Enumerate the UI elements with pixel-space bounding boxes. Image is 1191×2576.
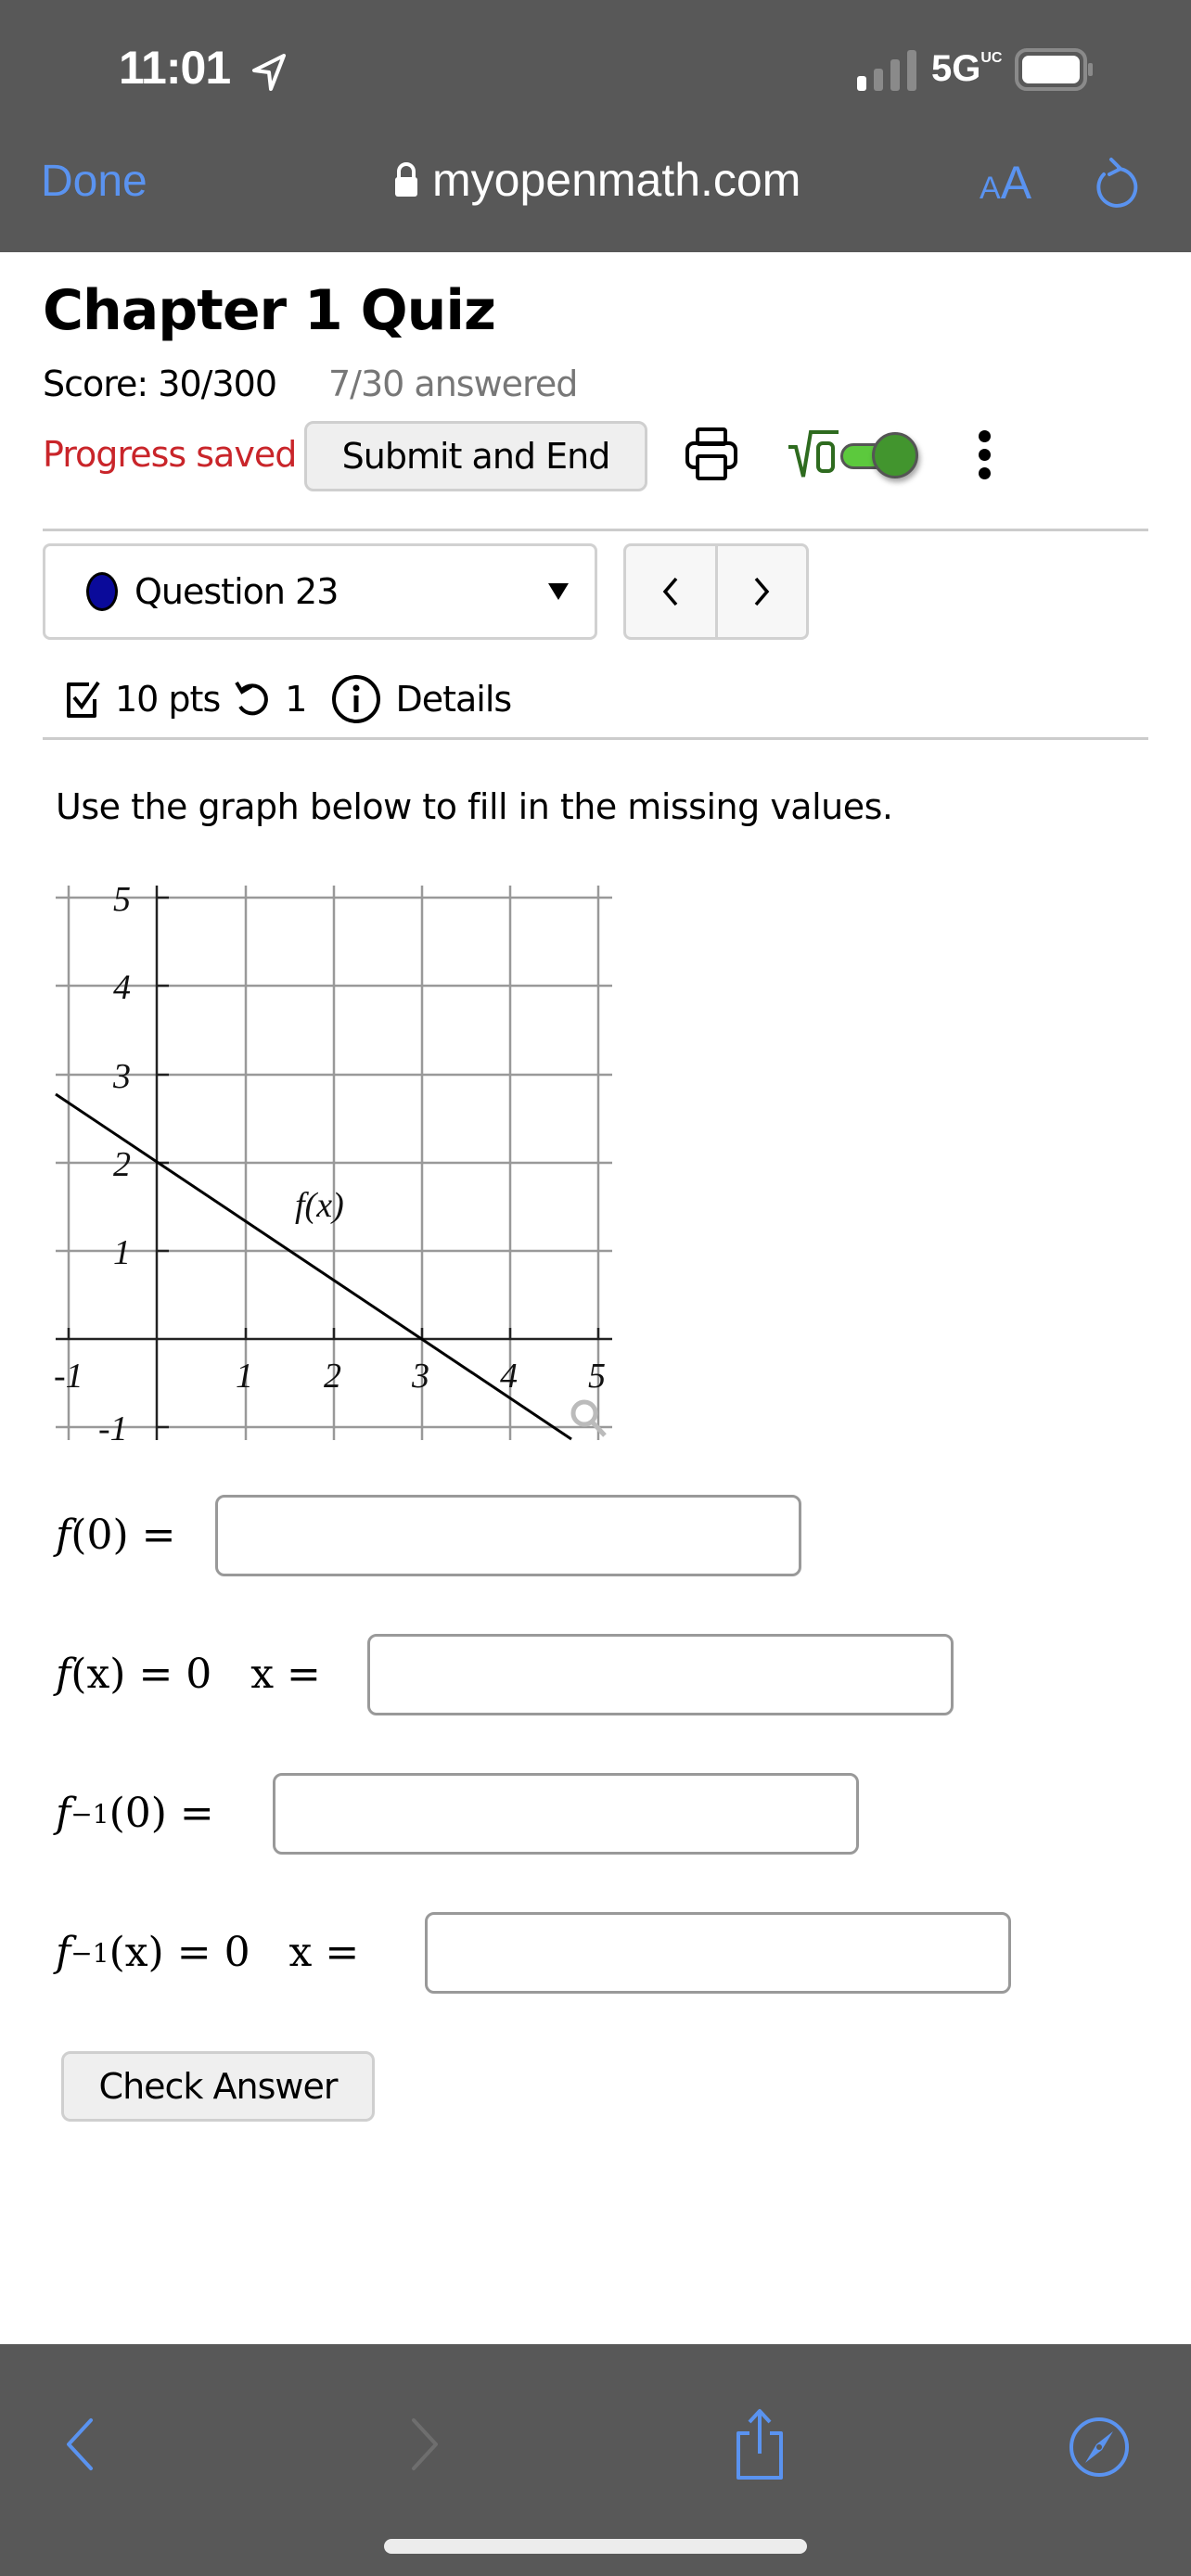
question-meta xyxy=(65,671,511,727)
math-display-toggle[interactable] xyxy=(787,427,924,480)
divider xyxy=(43,737,1148,740)
caret-down-icon xyxy=(548,583,569,600)
info-icon xyxy=(330,673,382,725)
svg-text:2: 2 xyxy=(324,1357,341,1396)
checkbox-points-icon xyxy=(65,679,102,720)
sqrt-icon xyxy=(787,427,840,480)
details-button[interactable] xyxy=(330,673,511,725)
forward-chevron-icon[interactable] xyxy=(406,2417,443,2472)
part-3-label: f $^{-1}$ (0) = xyxy=(56,1790,214,1837)
print-icon[interactable] xyxy=(685,427,738,482)
part-2-label: f (x) = 0 x = xyxy=(56,1651,321,1698)
svg-text:-1: -1 xyxy=(98,1409,128,1448)
function-line xyxy=(56,1094,571,1439)
cellular-signal-icon xyxy=(857,50,922,91)
url-text: myopenmath.com xyxy=(432,154,801,206)
svg-text:4: 4 xyxy=(113,968,131,1007)
address-bar[interactable] xyxy=(393,152,800,208)
question-nav-buttons xyxy=(623,543,809,640)
back-chevron-icon[interactable] xyxy=(61,2417,98,2472)
check-answer-button[interactable]: Check Answer xyxy=(61,2051,375,2122)
svg-text:3: 3 xyxy=(113,1057,131,1096)
chevron-right-icon xyxy=(750,573,773,610)
question-select-label: Question 23 xyxy=(134,571,339,612)
divider xyxy=(43,529,1148,531)
submit-and-end-button[interactable]: Submit and End xyxy=(304,421,647,491)
function-graph[interactable] xyxy=(0,872,649,1465)
answer-input-f-of-0[interactable] xyxy=(215,1495,801,1576)
home-indicator xyxy=(384,2539,807,2554)
network-indicator: $5G^{UC}$ xyxy=(931,48,1003,89)
answer-input-f-zero-x[interactable] xyxy=(367,1634,954,1715)
details-label: Details xyxy=(395,679,512,720)
question-prompt: Use the graph below to fill in the missing values. xyxy=(56,786,893,827)
svg-text:4: 4 xyxy=(500,1357,518,1396)
retry-icon xyxy=(233,679,272,720)
svg-text:2: 2 xyxy=(113,1145,131,1184)
part-1-label: f (0) = xyxy=(56,1511,176,1559)
previous-question-button[interactable] xyxy=(626,546,715,637)
location-arrow-icon xyxy=(247,50,291,95)
status-time: 11:01 xyxy=(119,42,231,94)
question-select[interactable] xyxy=(43,543,597,640)
done-button[interactable]: Done xyxy=(41,157,147,206)
chevron-left-icon xyxy=(660,573,682,610)
magnify-icon xyxy=(573,1402,605,1435)
page-title: Chapter 1 Quiz xyxy=(43,278,495,343)
browser-bottom-toolbar xyxy=(0,2344,1191,2576)
points-value: 10 pts xyxy=(115,679,221,720)
svg-text:5: 5 xyxy=(113,880,131,919)
svg-text:1: 1 xyxy=(113,1233,131,1272)
answered-count: 7/30 answered xyxy=(328,363,578,404)
lock-icon xyxy=(393,161,419,198)
browser-top-bar xyxy=(0,0,1191,252)
svg-text:5: 5 xyxy=(588,1357,606,1396)
question-status-dot xyxy=(86,572,118,611)
attempts-value: 1 xyxy=(285,679,307,720)
reload-icon[interactable] xyxy=(1091,156,1139,211)
share-icon[interactable] xyxy=(738,2411,781,2478)
score-text: Score: 30/300 xyxy=(43,363,276,404)
graph-function-label: f(x) xyxy=(295,1186,344,1225)
toggle-switch[interactable] xyxy=(840,428,924,478)
kebab-menu-icon[interactable] xyxy=(972,425,996,490)
svg-text:-1: -1 xyxy=(54,1357,83,1396)
svg-text:1: 1 xyxy=(236,1357,253,1396)
battery-icon xyxy=(1015,48,1095,91)
answer-input-finv-zero-x[interactable] xyxy=(425,1912,1011,1994)
score-row xyxy=(43,363,577,404)
compass-icon[interactable] xyxy=(1067,2415,1132,2480)
text-size-button[interactable]: AA xyxy=(980,157,1032,209)
svg-text:3: 3 xyxy=(412,1357,429,1396)
part-4-label: f $^{-1}$ (x) = 0 x = xyxy=(56,1929,360,1976)
next-question-button[interactable] xyxy=(715,546,807,637)
answer-input-finv-of-0[interactable] xyxy=(273,1773,859,1855)
progress-saved-status: Progress saved xyxy=(43,434,297,475)
